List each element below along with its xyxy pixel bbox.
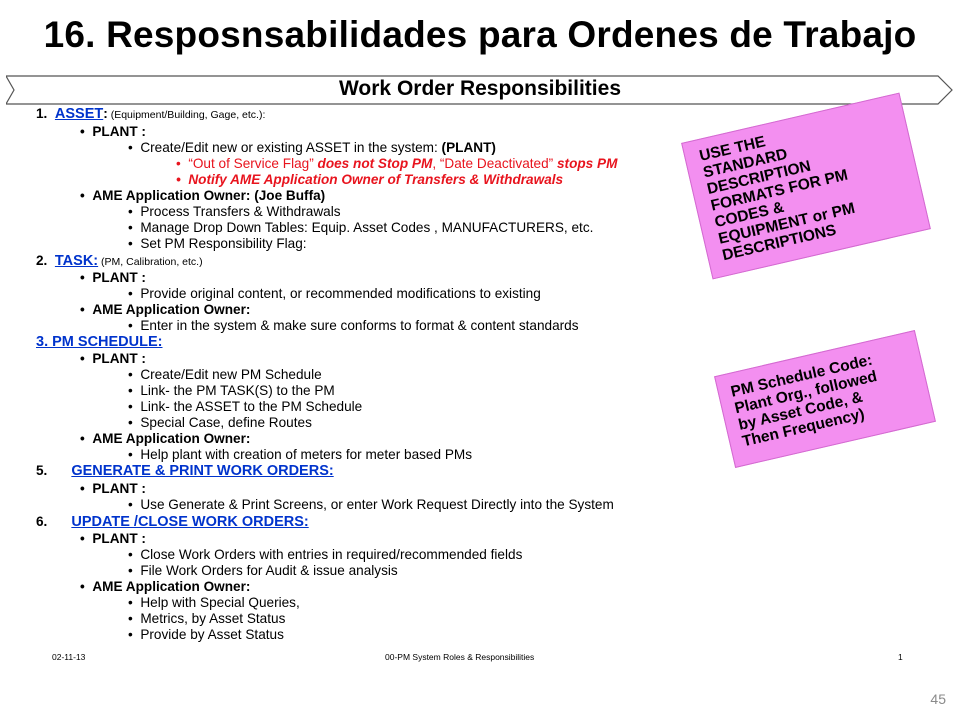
- list-item: • Special Case, define Routes: [128, 415, 312, 430]
- list-item: • Manage Drop Down Tables: Equip. Asset Codes , MANUFACTURERS, etc.: [128, 220, 594, 235]
- list-item: • PLANT :: [80, 270, 146, 285]
- list-item: • PLANT :: [80, 124, 146, 139]
- list-item: • AME Application Owner:: [80, 431, 251, 446]
- list-item: • File Work Orders for Audit & issue analysis: [128, 563, 398, 578]
- list-item: • Help with Special Queries,: [128, 595, 300, 610]
- list-item: • Create/Edit new or existing ASSET in the system: (PLANT): [128, 140, 496, 155]
- list-item: • Use Generate & Print Screens, or enter Work Request Directly into the System: [128, 497, 614, 512]
- list-item: • Set PM Responsibility Flag:: [128, 236, 307, 251]
- list-item: • Provide original content, or recommended modifications to existing: [128, 286, 541, 301]
- list-item: • Metrics, by Asset Status: [128, 611, 286, 626]
- list-item: • Create/Edit new PM Schedule: [128, 367, 322, 382]
- slide-page-number: 45: [930, 691, 946, 707]
- slide-title: 16. Resposnsabilidades para Ordenes de Trabajo: [43, 14, 917, 55]
- list-item: • Link- the PM TASK(S) to the PM: [128, 383, 335, 398]
- list-item: • Close Work Orders with entries in required/recommended fields: [128, 547, 523, 562]
- list-item: • Link- the ASSET to the PM Schedule: [128, 399, 363, 414]
- list-item: • PLANT :: [80, 351, 146, 366]
- list-item: • Help plant with creation of meters for meter based PMs: [128, 447, 473, 462]
- note-schedule-text: PM Schedule Code: Plant Org., followed by Asset Code, & Then Frequency): [729, 351, 879, 451]
- list-item: • Process Transfers & Withdrawals: [128, 204, 341, 219]
- section-asset-label: ASSET: [54, 106, 104, 122]
- section-pm-schedule-heading: [36, 334, 163, 350]
- banner-title: Work Order Responsibilities: [338, 77, 621, 100]
- section-asset-heading: 1. ASSET: (Equipment/Building, Gage, etc.):: [36, 106, 266, 122]
- section-task-label: TASK:: [54, 253, 99, 269]
- section-update-label: UPDATE /CLOSE WORK ORDERS:: [71, 514, 309, 530]
- section-generate-heading: 5. GENERATE & PRINT WORK ORDERS:: [36, 463, 334, 479]
- footer-doc-title: 00-PM System Roles & Responsibilities: [385, 652, 535, 662]
- section-pm-schedule-label: 3. PM SCHEDULE:: [36, 334, 163, 350]
- note-standard-text: USE THE STANDARD DESCRIPTION FORMATS FOR PM CODES & EQUIPMENT or PM DESCRIPTIONS: [697, 133, 857, 265]
- footer-page: 1: [898, 652, 903, 662]
- list-item: • AME Application Owner:: [80, 579, 251, 594]
- footer-date: 02-11-13: [52, 652, 86, 662]
- list-item: • AME Application Owner: (Joe Buffa): [80, 188, 326, 203]
- list-item: • Enter in the system & make sure conforms to format & content standards: [128, 318, 579, 333]
- section-generate-label: GENERATE & PRINT WORK ORDERS:: [71, 463, 334, 479]
- section-task-heading: 2. TASK: (PM, Calibration, etc.): [36, 253, 203, 269]
- list-item: • PLANT :: [80, 481, 146, 496]
- list-item: • Notify AME Application Owner of Transfers & Withdrawals: [176, 172, 564, 187]
- list-item: • Provide by Asset Status: [128, 627, 284, 642]
- list-item: • “Out of Service Flag” does not Stop PM, “Date Deactivated” stops PM: [176, 156, 618, 171]
- section-update-heading: 6. UPDATE /CLOSE WORK ORDERS:: [36, 514, 309, 530]
- list-item: • PLANT :: [80, 531, 146, 546]
- list-item: • AME Application Owner:: [80, 302, 251, 317]
